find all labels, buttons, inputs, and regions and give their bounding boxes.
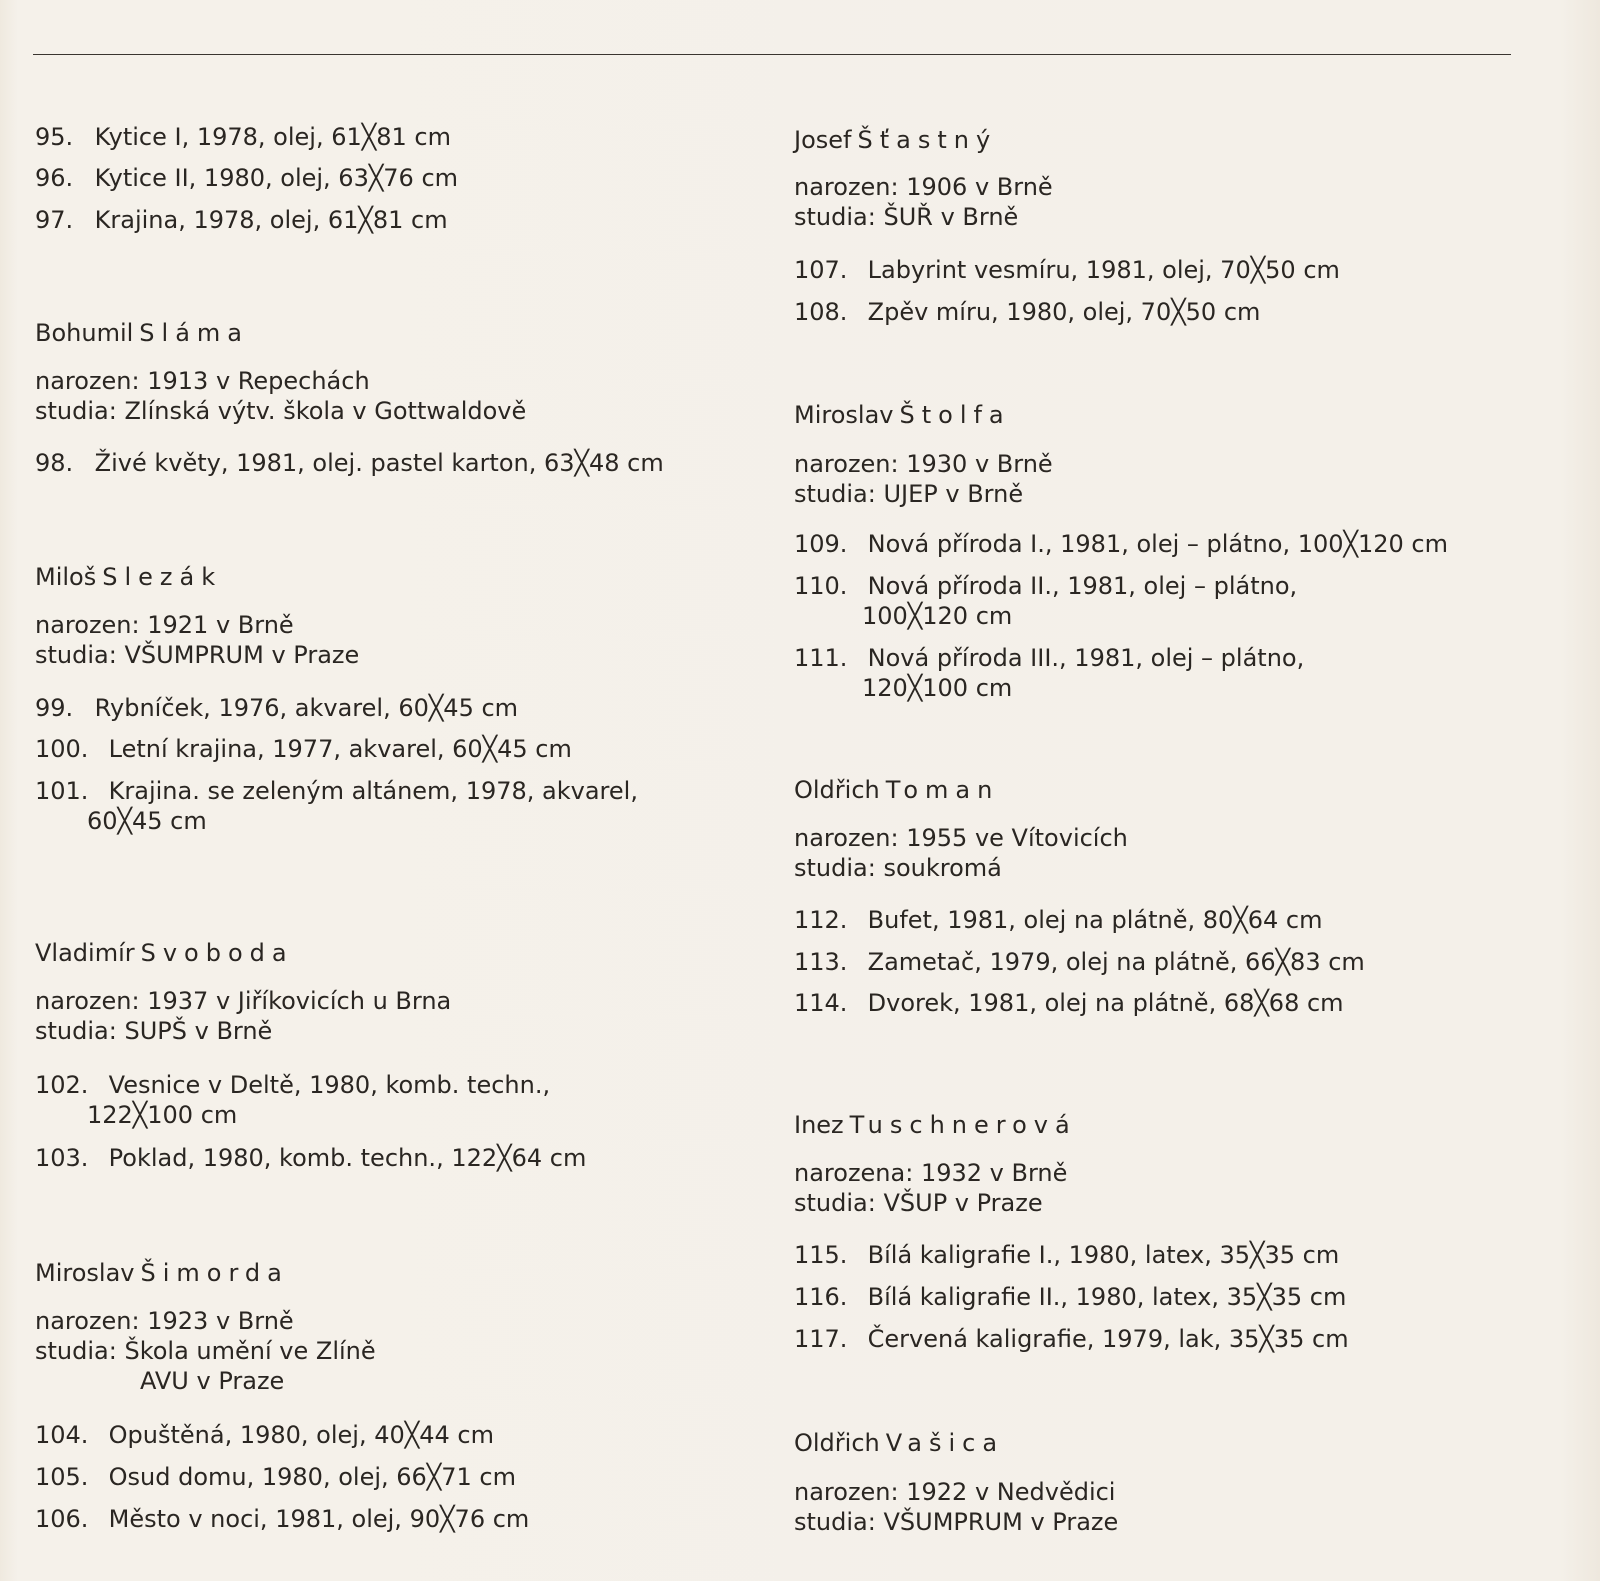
work-item xyxy=(794,529,1448,559)
bio-value: ŠUŘ v Brně xyxy=(883,203,1019,231)
artist-surname: Šťastný xyxy=(857,126,998,154)
bio-label: narozen: xyxy=(35,611,140,639)
work-description: Živé květy, 1981, olej. pastel karton, 63╳48 cm xyxy=(94,449,664,477)
artist-name xyxy=(35,1258,289,1288)
bio-value: SUPŠ v Brně xyxy=(124,1017,273,1045)
work-description: Nová příroda III., 1981, olej – plátno, xyxy=(867,644,1305,672)
bio-value: Zlínská výtv. škola v Gottwaldově xyxy=(124,397,527,425)
work-number: 95. xyxy=(35,123,74,151)
work-description: Nová příroda II., 1981, olej – plátno, xyxy=(867,572,1298,600)
artist-name xyxy=(794,775,999,805)
artist-bio xyxy=(35,366,526,426)
top-rule xyxy=(33,54,1511,55)
work-item xyxy=(794,905,1322,935)
work-item xyxy=(35,734,572,764)
work-item xyxy=(35,122,451,152)
artist-first-name: Josef xyxy=(794,126,852,154)
work-number: 117. xyxy=(794,1325,848,1353)
work-description: Opuštěná, 1980, olej, 40╳44 cm xyxy=(108,1421,494,1449)
bio-value: VŠUMPRUM v Praze xyxy=(883,1508,1119,1536)
bio-value: 1906 v Brně xyxy=(906,173,1053,201)
artist-bio xyxy=(794,1158,1067,1218)
work-item xyxy=(794,988,1344,1018)
bio-label: narozen: xyxy=(35,987,140,1015)
work-item xyxy=(794,1282,1346,1312)
work-item xyxy=(794,643,1304,703)
artist-bio xyxy=(794,1477,1118,1537)
artist-name xyxy=(35,938,294,968)
work-description: Osud domu, 1980, olej, 66╳71 cm xyxy=(108,1463,516,1491)
bio-label: narozen: xyxy=(794,824,899,852)
artist-bio xyxy=(35,986,451,1046)
work-number: 102. xyxy=(35,1071,89,1099)
work-description: Kytice II, 1980, olej, 63╳76 cm xyxy=(94,164,459,192)
work-item xyxy=(794,947,1365,977)
work-number: 103. xyxy=(35,1144,89,1172)
artist-name xyxy=(794,400,1011,430)
bio-label: narozen: xyxy=(794,1478,899,1506)
work-description: Zpěv míru, 1980, olej, 70╳50 cm xyxy=(867,298,1261,326)
artist-name xyxy=(35,318,249,348)
work-number: 109. xyxy=(794,530,848,558)
artist-surname: Tuschnerová xyxy=(849,1111,1077,1139)
work-number: 106. xyxy=(35,1505,89,1533)
work-description: Červená kaligrafie, 1979, lak, 35╳35 cm xyxy=(867,1325,1349,1353)
work-number: 112. xyxy=(794,906,848,934)
bio-label: narozen: xyxy=(794,450,899,478)
bio-value: 1923 v Brně xyxy=(147,1307,294,1335)
bio-value: 1937 v Jiříkovicích u Brna xyxy=(147,987,452,1015)
work-item xyxy=(35,205,448,235)
work-description-continued: 120╳100 cm xyxy=(862,674,1013,702)
bio-label: narozen: xyxy=(35,367,140,395)
work-description: Dvorek, 1981, olej na plátně, 68╳68 cm xyxy=(867,989,1344,1017)
bio-value: 1932 v Brně xyxy=(920,1159,1068,1187)
bio-label: studia: xyxy=(794,1508,876,1536)
artist-surname: Šimorda xyxy=(140,1259,289,1287)
bio-value: soukromá xyxy=(883,854,1002,882)
work-description: Zametač, 1979, olej na plátně, 66╳83 cm xyxy=(867,948,1365,976)
artist-name xyxy=(794,1110,1077,1140)
work-description: Letní krajina, 1977, akvarel, 60╳45 cm xyxy=(108,735,572,763)
work-item xyxy=(35,448,664,478)
work-description: Labyrint vesmíru, 1981, olej, 70╳50 cm xyxy=(867,256,1340,284)
bio-value: 1921 v Brně xyxy=(147,611,294,639)
artist-surname: Svoboda xyxy=(140,939,294,967)
work-item xyxy=(35,163,458,193)
work-item xyxy=(794,255,1340,285)
bio-value: 1913 v Repechách xyxy=(147,367,370,395)
bio-label: studia: xyxy=(794,480,876,508)
bio-value: VŠUP v Praze xyxy=(883,1189,1043,1217)
work-number: 100. xyxy=(35,735,89,763)
bio-label: narozena: xyxy=(794,1159,914,1187)
work-description: Krajina, 1978, olej, 61╳81 cm xyxy=(94,206,448,234)
work-description: Rybníček, 1976, akvarel, 60╳45 cm xyxy=(94,694,519,722)
artist-first-name: Miroslav xyxy=(794,401,894,429)
bio-value: Škola umění ve Zlíně xyxy=(124,1337,376,1365)
work-number: 97. xyxy=(35,206,74,234)
artist-name xyxy=(35,562,222,592)
artist-bio xyxy=(35,610,359,670)
work-item xyxy=(35,776,638,836)
artist-first-name: Bohumil xyxy=(35,319,134,347)
work-item xyxy=(794,1324,1349,1354)
bio-label: studia: xyxy=(35,1017,117,1045)
artist-bio xyxy=(35,1306,376,1396)
artist-first-name: Vladimír xyxy=(35,939,135,967)
work-item xyxy=(794,571,1297,631)
work-number: 104. xyxy=(35,1421,89,1449)
bio-value: 1955 ve Vítovicích xyxy=(906,824,1128,852)
work-number: 111. xyxy=(794,644,848,672)
artist-surname: Slezák xyxy=(102,563,223,591)
work-number: 101. xyxy=(35,777,89,805)
artist-first-name: Oldřich xyxy=(794,776,880,804)
artist-first-name: Miloš xyxy=(35,563,97,591)
bio-label: studia: xyxy=(35,397,117,425)
artist-first-name: Miroslav xyxy=(35,1259,135,1287)
work-description: Město v noci, 1981, olej, 90╳76 cm xyxy=(108,1505,530,1533)
artist-surname: Sláma xyxy=(139,319,249,347)
bio-value-extra: AVU v Praze xyxy=(140,1367,285,1395)
work-description-continued: 60╳45 cm xyxy=(87,807,207,835)
artist-surname: Štolfa xyxy=(899,401,1011,429)
artist-name xyxy=(794,125,997,155)
work-number: 99. xyxy=(35,694,74,722)
artist-first-name: Oldřich xyxy=(794,1429,880,1457)
work-number: 96. xyxy=(35,164,74,192)
work-number: 105. xyxy=(35,1463,89,1491)
bio-value: 1930 v Brně xyxy=(906,450,1053,478)
work-description: Bílá kaligrafie II., 1980, latex, 35╳35 cm xyxy=(867,1283,1347,1311)
work-description: Kytice I, 1978, olej, 61╳81 cm xyxy=(94,123,451,151)
artist-surname: Toman xyxy=(885,776,1000,804)
bio-label: studia: xyxy=(794,1189,876,1217)
work-description-continued: 100╳120 cm xyxy=(862,602,1013,630)
bio-value: UJEP v Brně xyxy=(883,480,1024,508)
work-description: Nová příroda I., 1981, olej – plátno, 100╳120 cm xyxy=(867,530,1448,558)
work-number: 113. xyxy=(794,948,848,976)
work-number: 108. xyxy=(794,298,848,326)
work-item xyxy=(35,1143,586,1173)
bio-value: 1922 v Nedvědici xyxy=(906,1478,1116,1506)
artist-name xyxy=(794,1428,1004,1458)
work-description: Bílá kaligrafie I., 1980, latex, 35╳35 cm xyxy=(867,1241,1340,1269)
artist-bio xyxy=(794,823,1128,883)
work-description: Krajina. se zeleným altánem, 1978, akvarel, xyxy=(108,777,638,805)
work-item xyxy=(35,1504,529,1534)
work-item xyxy=(35,693,518,723)
work-item xyxy=(35,1462,516,1492)
work-description: Vesnice v Deltě, 1980, komb. techn., xyxy=(108,1071,551,1099)
artist-bio xyxy=(794,172,1053,232)
work-item xyxy=(794,297,1260,327)
work-number: 98. xyxy=(35,449,74,477)
artist-first-name: Inez xyxy=(794,1111,844,1139)
bio-label: narozen: xyxy=(35,1307,140,1335)
work-number: 114. xyxy=(794,989,848,1017)
work-number: 116. xyxy=(794,1283,848,1311)
work-number: 107. xyxy=(794,256,848,284)
work-number: 115. xyxy=(794,1241,848,1269)
bio-label: studia: xyxy=(35,1337,117,1365)
artist-surname: Vašica xyxy=(885,1429,1005,1457)
bio-label: studia: xyxy=(35,641,117,669)
artist-bio xyxy=(794,449,1053,509)
bio-value: VŠUMPRUM v Praze xyxy=(124,641,360,669)
bio-label: studia: xyxy=(794,203,876,231)
work-description: Poklad, 1980, komb. techn., 122╳64 cm xyxy=(108,1144,587,1172)
bio-label: studia: xyxy=(794,854,876,882)
work-description-continued: 122╳100 cm xyxy=(87,1101,238,1129)
work-number: 110. xyxy=(794,572,848,600)
work-item xyxy=(35,1420,494,1450)
work-item xyxy=(35,1070,550,1130)
work-description: Bufet, 1981, olej na plátně, 80╳64 cm xyxy=(867,906,1323,934)
work-item xyxy=(794,1240,1339,1270)
bio-label: narozen: xyxy=(794,173,899,201)
